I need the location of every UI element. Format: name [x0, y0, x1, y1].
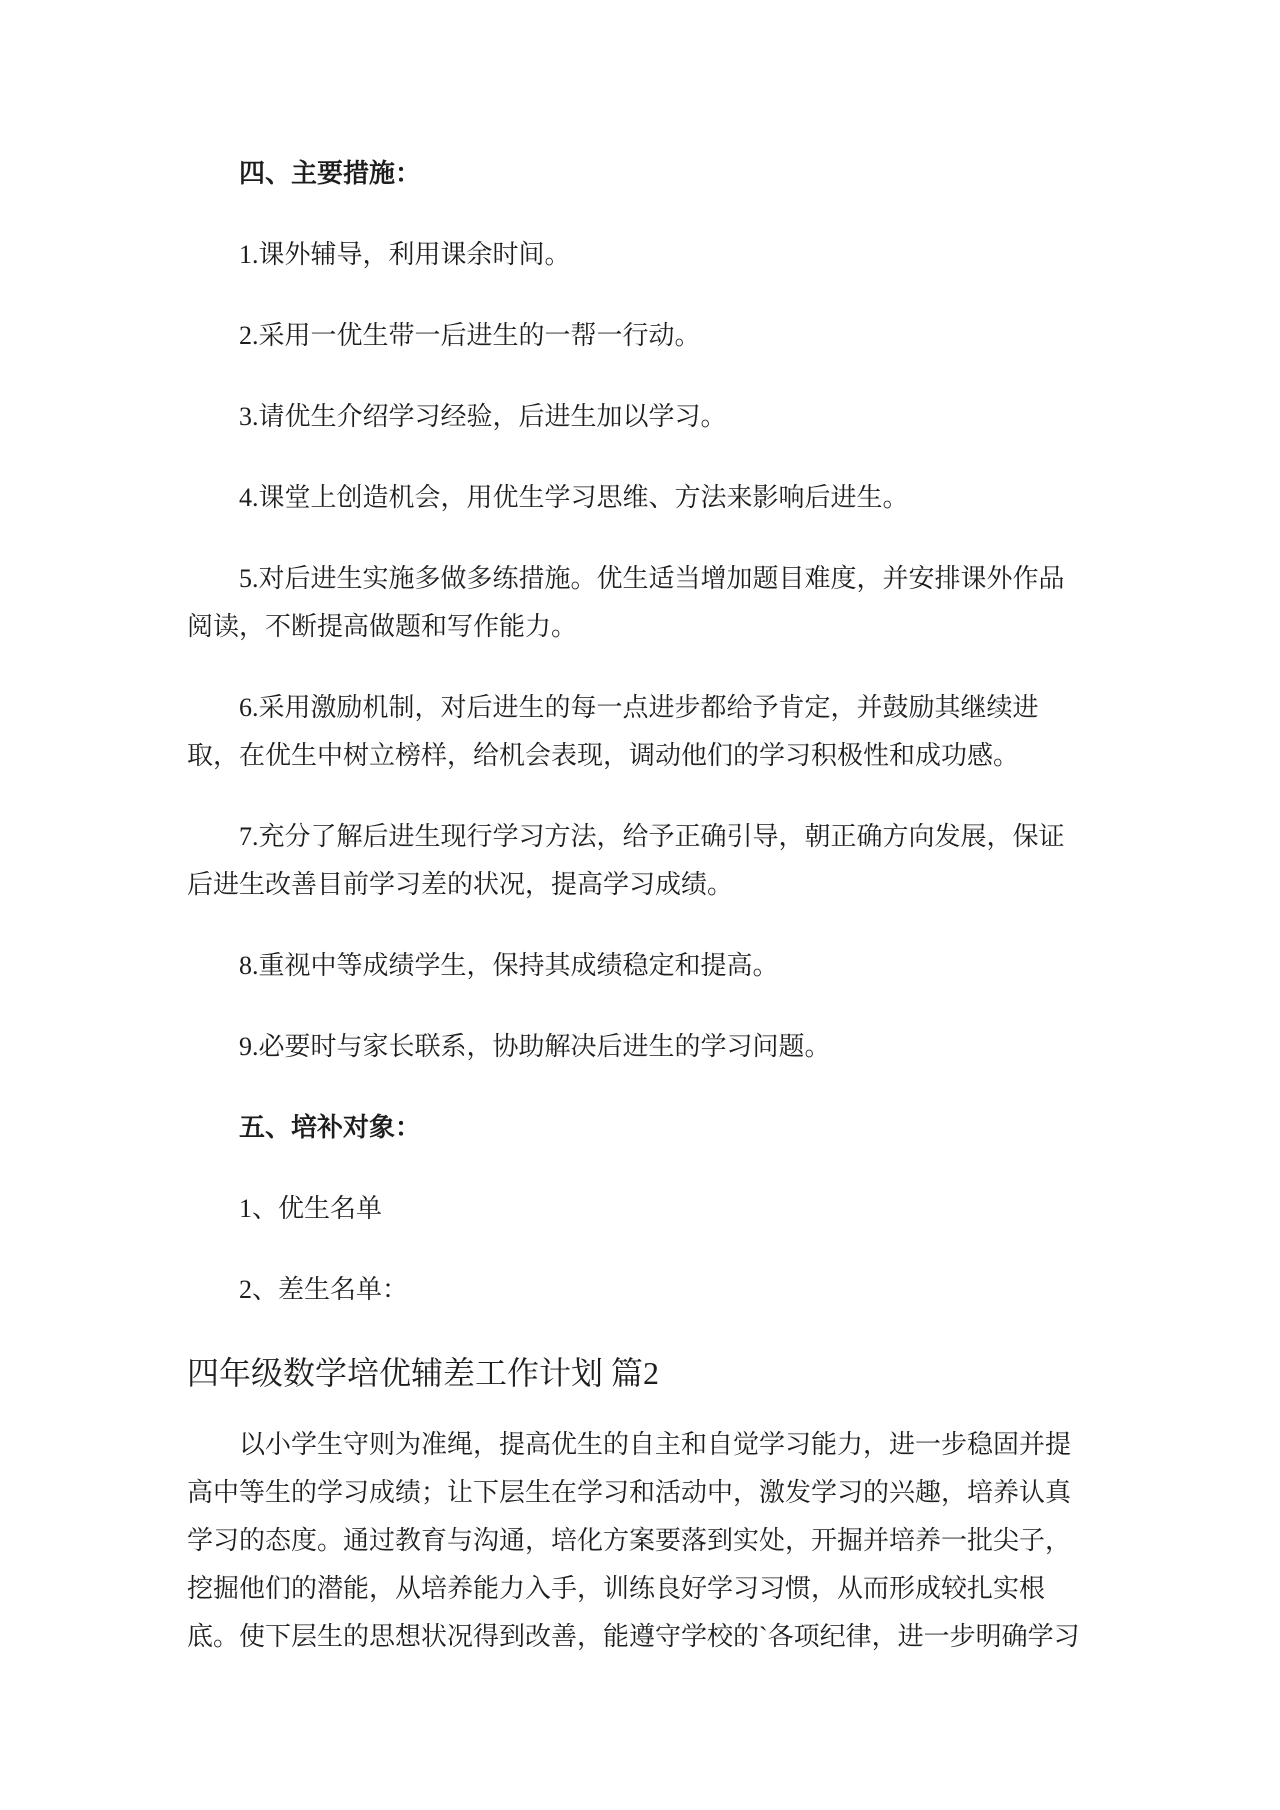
article-title: 四年级数学培优辅差工作计划 篇2 — [187, 1355, 660, 1391]
measure-item-4: 4.课堂上创造机会，用优生学习思维、方法来影响后进生。 — [239, 483, 909, 512]
measure-item-5: 5.对后进生实施多做多练措施。优生适当增加题目难度，并安排课外作品阅读，不断提高做题和写作能力。 — [187, 564, 1065, 641]
target-item-1: 1、优生名单 — [239, 1194, 383, 1223]
measure-item-1: 1.课外辅导，利用课余时间。 — [239, 240, 571, 269]
measure-item-9: 9.必要时与家长联系，协助解决后进生的学习问题。 — [239, 1032, 831, 1061]
article-paragraph: 以小学生守则为准绳，提高优生的自主和自觉学习能力，进一步稳固并提高中等生的学习成绩；让下层生在学习和活动中，激发学习的兴趣，培养认真学习的态度。通过教育与沟通，培化方案要落到实处，开掘并培养一批尖子，挖掘他们的潜能，从培养能力入手，训练良好学习习惯，从而形成较扎实根底。使下层生的思想状况得到改善，能遵守学校的`各项纪律，进一步明确学习 — [187, 1430, 1080, 1651]
section-heading-measures: 四、主要措施： — [239, 159, 422, 188]
section-heading-targets: 五、培补对象： — [239, 1113, 422, 1142]
measure-item-2: 2.采用一优生带一后进生的一帮一行动。 — [239, 321, 701, 350]
measure-item-3: 3.请优生介绍学习经验，后进生加以学习。 — [239, 402, 727, 431]
document-page — [187, 150, 1089, 1694]
measure-item-8: 8.重视中等成绩学生，保持其成绩稳定和提高。 — [239, 951, 779, 980]
target-item-2: 2、差生名单： — [239, 1275, 409, 1304]
measure-item-7: 7.充分了解后进生现行学习方法，给予正确引导，朝正确方向发展，保证后进生改善目前学习差的状况，提高学习成绩。 — [187, 822, 1065, 899]
measure-item-6: 6.采用激励机制，对后进生的每一点进步都给予肯定，并鼓励其继续进取，在优生中树立榜样，给机会表现，调动他们的学习积极性和成功感。 — [187, 693, 1039, 770]
